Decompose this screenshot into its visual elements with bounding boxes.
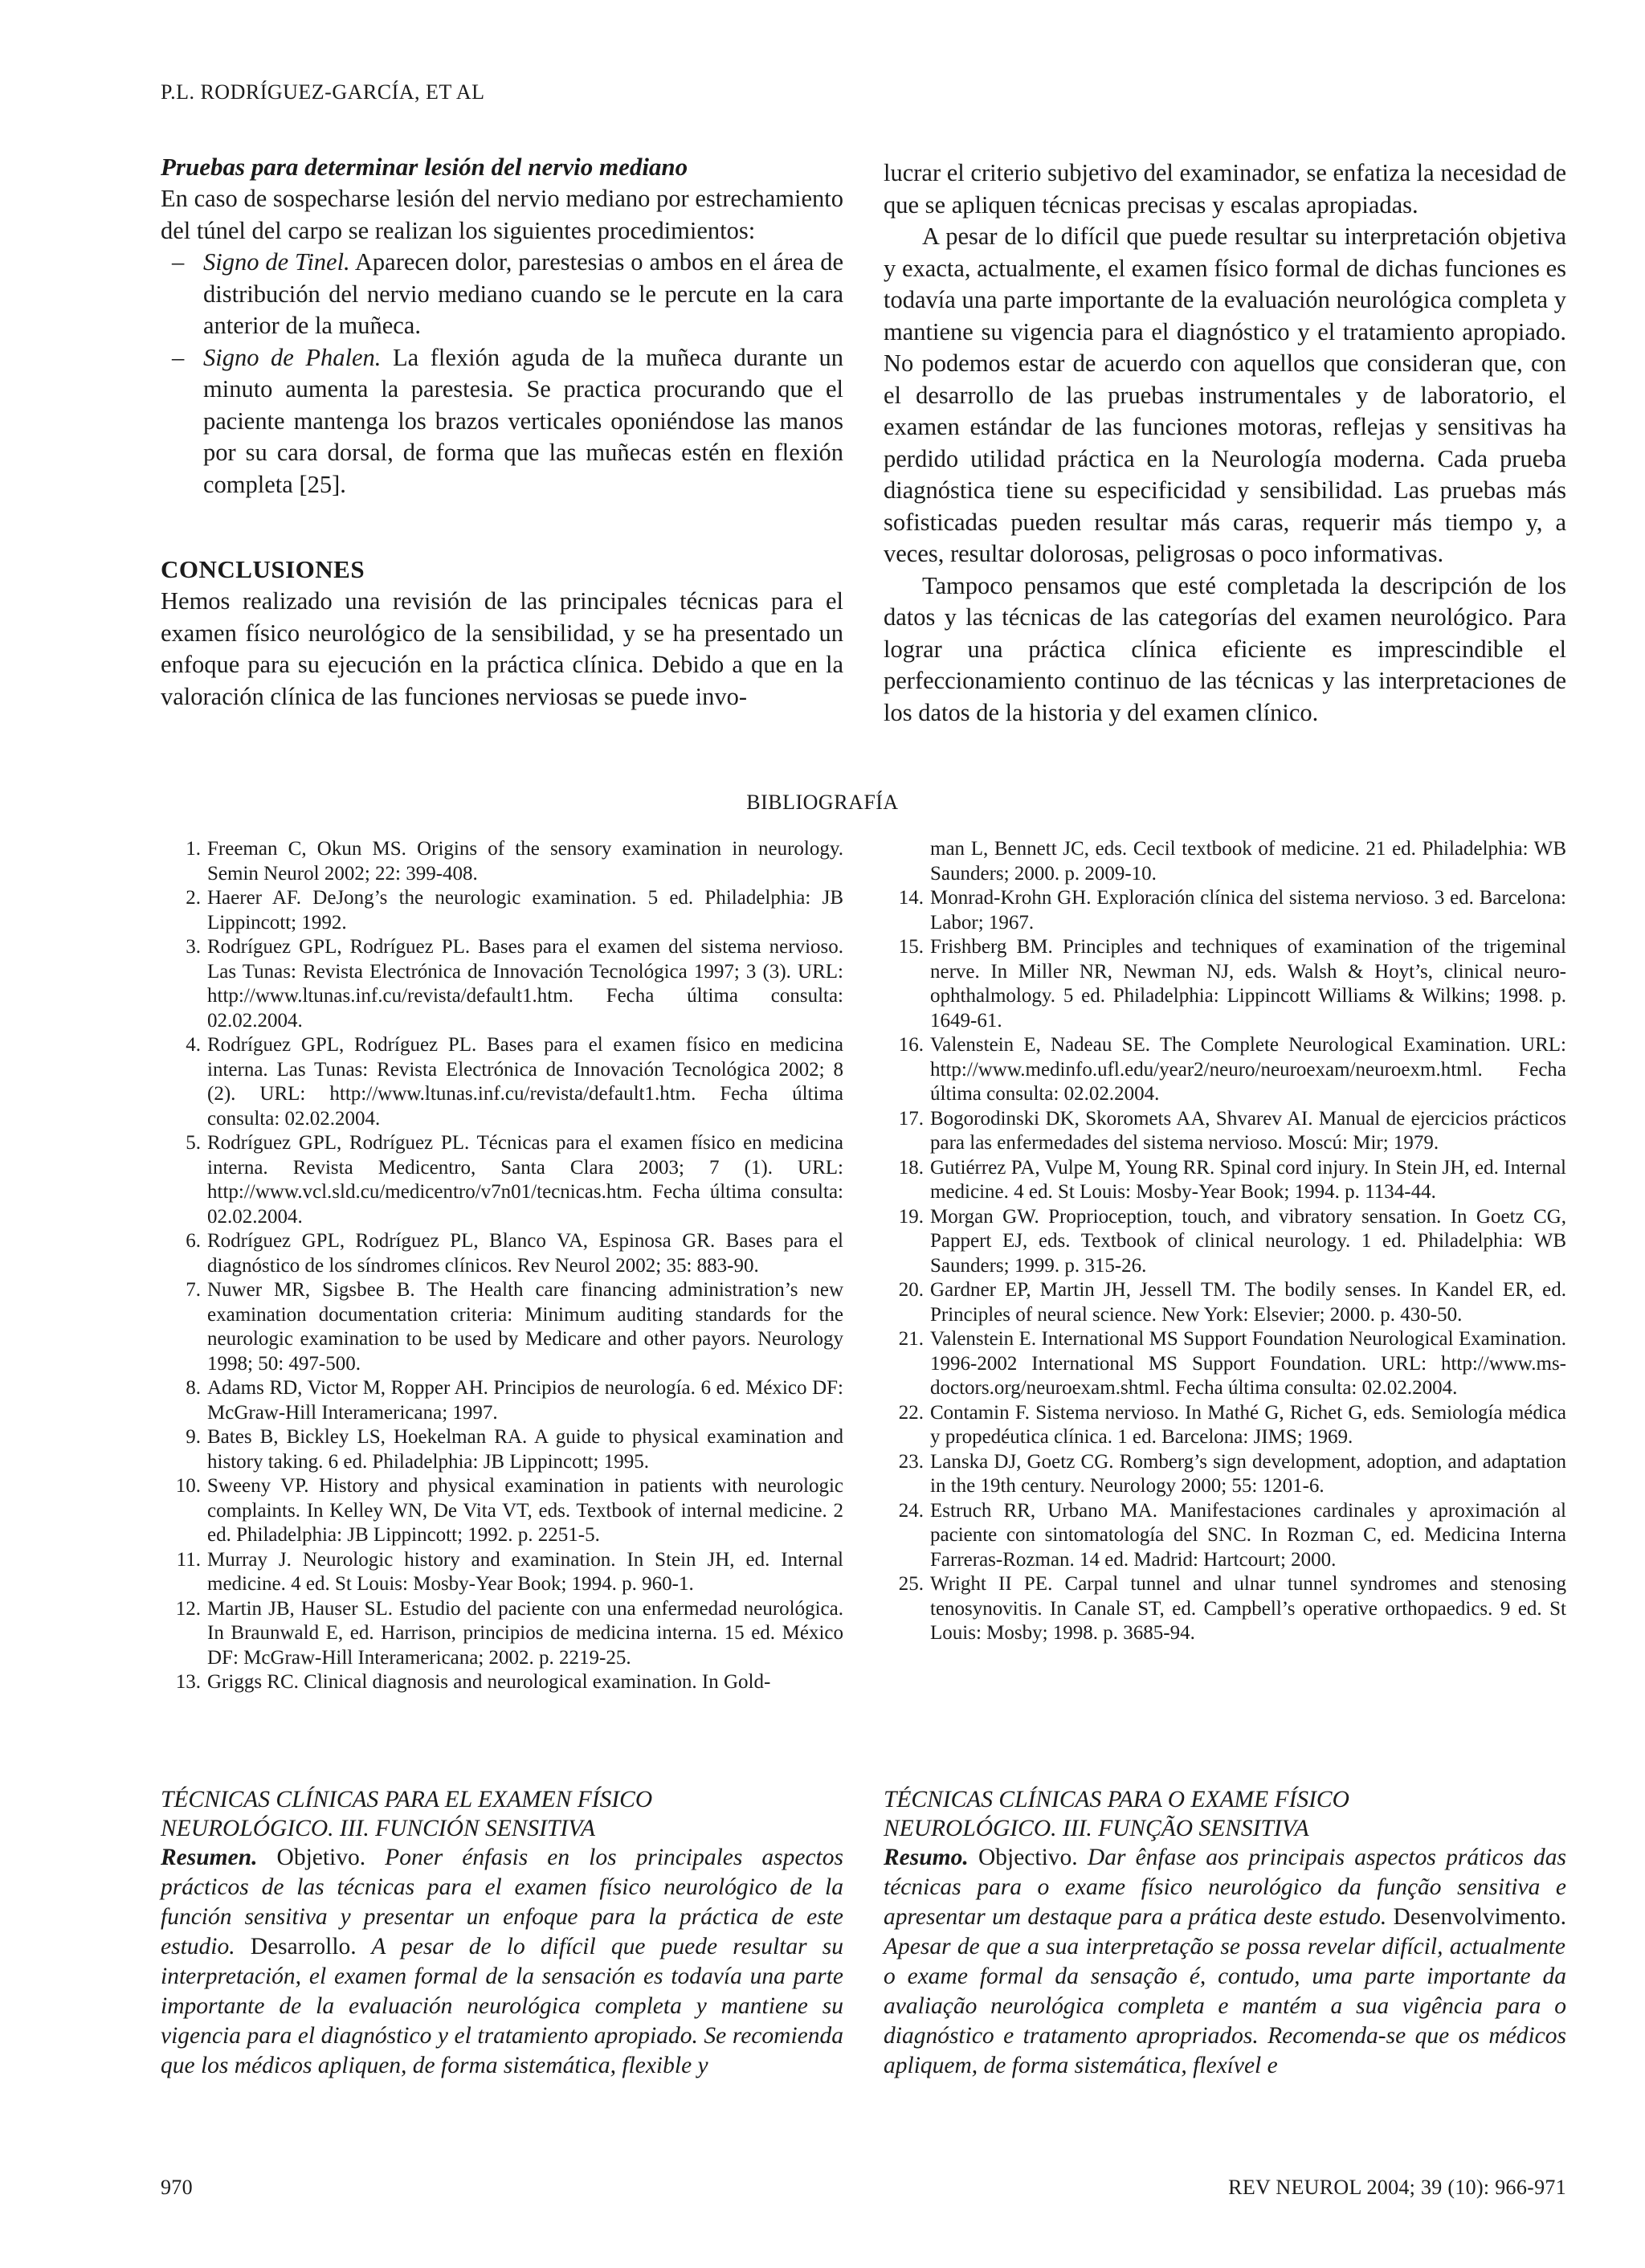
reference-number: 24. xyxy=(898,1499,924,1522)
abstract-title-line: NEUROLÓGICO. III. FUNCIÓN SENSITIVA xyxy=(161,1816,596,1841)
reference-list-left xyxy=(161,837,843,1695)
left-column xyxy=(161,151,843,713)
dash-marker: – xyxy=(172,343,185,371)
reference-item xyxy=(161,1131,843,1229)
reference-item xyxy=(161,1597,843,1671)
reference-item xyxy=(884,886,1566,935)
reference-item xyxy=(884,935,1566,1033)
bibliography-title: BIBLIOGRAFÍA xyxy=(746,791,899,814)
reference-number: 9. xyxy=(186,1426,201,1448)
reference-number: 13. xyxy=(175,1671,201,1693)
abstract-objective-text: Poner énfasis en los principales aspectos prácticos de las técnicas para el examen físico neurológico de la función sensitiva y presentar un enfoque para la práctica de este estudio. xyxy=(161,1845,843,1959)
reference-number: 12. xyxy=(175,1597,201,1620)
abstract-lead: Resumen. xyxy=(161,1845,258,1870)
right-column xyxy=(884,157,1566,729)
reference-number: 5. xyxy=(186,1132,201,1154)
reference-text: Monrad-Krohn GH. Exploración clínica del sistema nervioso. 3 ed. Barcelona: Labor; 1967. xyxy=(930,887,1566,934)
reference-item xyxy=(884,1450,1566,1499)
list-item-tinel xyxy=(161,247,843,342)
reference-text: Murray J. Neurologic history and examination. In Stein JH, ed. Internal medicine. 4 ed. St Louis: Mosby-Year Book; 1994. p. 960-1. xyxy=(207,1548,843,1595)
reference-item xyxy=(161,1425,843,1474)
reference-number: 8. xyxy=(186,1377,201,1399)
reference-item xyxy=(161,1670,843,1695)
body-paragraph: A pesar de lo difícil que puede resultar su interpretación objetiva y exacta, actualmente, el examen físico formal de dichas funciones es todavía una parte importante de la evaluación neurológica completa y mantiene su vigencia para el diagnóstico y el tratamiento apropiado. No podemos estar de acuerdo con aquellos que consideran que, con el desarrollo de las pruebas instrumentales y de laboratorio, el examen estándar de las funciones motoras, reflejas y sensitivas ha perdido utilidad práctica en la Neurología moderna. Cada prueba diagnóstica tiene su especificidad y sensibilidad. Las pruebas más sofisticadas pueden resultar más caras, requerir más tiempo y, a veces, resultar dolorosas, peligrosas o poco informativas. xyxy=(884,223,1566,567)
continuation-paragraph: lucrar el criterio subjetivo del examinador, se enfatiza la necesidad de que se apliquen técnicas precisas y escalas apropiadas. xyxy=(884,159,1566,219)
reference-item xyxy=(884,1107,1566,1156)
reference-text: Rodríguez GPL, Rodríguez PL. Bases para el examen físico en medicina interna. Las Tunas: Revista Electrónica de Innovación Tecnológica 2002; 8 (2). URL: http://www.ltunas.inf.cu/revista/default1.htm. Fecha última consulta: 02.02.2004. xyxy=(207,1034,843,1130)
reference-item xyxy=(884,1278,1566,1327)
reference-number: 10. xyxy=(175,1475,201,1497)
reference-item xyxy=(884,1572,1566,1646)
reference-item xyxy=(161,1548,843,1597)
running-head: P.L. RODRÍGUEZ-GARCÍA, ET AL xyxy=(161,80,485,104)
reference-number: 23. xyxy=(898,1450,924,1473)
page-number: 970 xyxy=(161,2176,193,2199)
abstract-objective-text: Dar ênfase aos principais aspectos práticos das técnicas para o exame físico neurológico da função sensitiva e apresentar um destaque para a prática deste estudo. xyxy=(884,1845,1566,1930)
reference-text: man L, Bennett JC, eds. Cecil textbook of medicine. 21 ed. Philadelphia: WB Saunders; 2000. p. 2009-10. xyxy=(930,838,1566,885)
abstract-body xyxy=(161,1843,843,2081)
abstract-lead: Resumo. xyxy=(884,1845,969,1870)
reference-number: 14. xyxy=(898,887,924,909)
reference-number: 20. xyxy=(898,1279,924,1301)
reference-number: 1. xyxy=(186,838,201,860)
journal-citation: REV NEUROL 2004; 39 (10): 966-971 xyxy=(1228,2176,1566,2199)
section-label-development: Desarrollo. xyxy=(235,1934,357,1959)
reference-text: Wright II PE. Carpal tunnel and ulnar tunnel syndromes and stenosing tenosynovitis. In Canale ST, ed. Campbell’s operative orthopaedics. 9 ed. St Louis: Mosby; 1998. p. 3685-94. xyxy=(930,1573,1566,1644)
reference-text: Valenstein E. International MS Support Foundation Neurological Examination. 1996-2002 International MS Support Foundation. URL: http://www.ms-doctors.org/neuroexam.shtml. Fecha última consulta: 02.02.2004. xyxy=(930,1328,1566,1399)
reference-text: Bates B, Bickley LS, Hoekelman RA. A guide to physical examination and history taking. 6 ed. Philadelphia: JB Lippincott; 1995. xyxy=(207,1426,843,1473)
conclusions-heading: CONCLUSIONES xyxy=(161,555,365,583)
reference-number: 15. xyxy=(898,936,924,958)
reference-number: 25. xyxy=(898,1573,924,1595)
reference-number: 11. xyxy=(176,1548,201,1571)
conclusions-paragraph: Hemos realizado una revisión de las principales técnicas para el examen físico neurológico de la sensibilidad, y se ha presentado un enfoque para su ejecución en la práctica clínica. Debido a que en la valoración clínica de las funciones nerviosas se puede invo- xyxy=(161,587,843,710)
reference-item xyxy=(884,1401,1566,1450)
section-label-objective: Objectivo. xyxy=(968,1845,1078,1870)
subheading-nervio-mediano: Pruebas para determinar lesión del nervio mediano xyxy=(161,153,688,181)
reference-item xyxy=(884,1156,1566,1205)
reference-item xyxy=(884,1033,1566,1107)
reference-number: 22. xyxy=(898,1401,924,1424)
reference-text: Gutiérrez PA, Vulpe M, Young RR. Spinal cord injury. In Stein JH, ed. Internal medicine. 4 ed. St Louis: Mosby-Year Book; 1994. p. 1134-44. xyxy=(930,1156,1566,1203)
list-item-phalen xyxy=(161,342,843,501)
abstract-portuguese xyxy=(884,1785,1566,2081)
reference-text: Contamin F. Sistema nervioso. In Mathé G, Richet G, eds. Semiología médica y propedéutica clínica. 1 ed. Barcelona: JIMS; 1969. xyxy=(930,1401,1566,1448)
tests-list xyxy=(161,247,843,501)
reference-item xyxy=(161,1376,843,1425)
reference-text: Freeman C, Okun MS. Origins of the sensory examination in neurology. Semin Neurol 2002; 22: 399-408. xyxy=(207,838,843,885)
reference-item xyxy=(884,1327,1566,1401)
intro-paragraph: En caso de sospecharse lesión del nervio mediano por estrechamiento del túnel del carpo se realizan los siguientes procedimientos: xyxy=(161,185,843,244)
reference-text: Adams RD, Victor M, Ropper AH. Principios de neurología. 6 ed. México DF: McGraw-Hill Interamericana; 1997. xyxy=(207,1377,843,1424)
reference-text: Rodríguez GPL, Rodríguez PL. Técnicas para el examen físico en medicina interna. Revista Medicentro, Santa Clara 2003; 7 (1). URL: http://www.vcl.sld.cu/medicentro/v7n01/tecnicas.htm. Fecha última consulta: 02.02.2004. xyxy=(207,1132,843,1228)
reference-item xyxy=(884,1205,1566,1279)
reference-item xyxy=(161,1474,843,1548)
bibliography-left-column xyxy=(161,837,843,1695)
test-name: Signo de Phalen. xyxy=(203,343,382,371)
reference-text: Bogorodinski DK, Skoromets AA, Shvarev AI. Manual de ejercicios prácticos para las enfermedades del sistema nervioso. Moscú: Mir; 1979. xyxy=(930,1107,1566,1154)
reference-item xyxy=(884,837,1566,886)
reference-text: Lanska DJ, Goetz CG. Romberg’s sign development, adoption, and adaptation in the 19th century. Neurology 2000; 55: 1201-6. xyxy=(930,1450,1566,1497)
reference-text: Martin JB, Hauser SL. Estudio del paciente con una enfermedad neurológica. In Braunwald E, ed. Harrison, principios de medicina interna. 15 ed. México DF: McGraw-Hill Interamericana; 2002. p. 2219-25. xyxy=(207,1597,843,1669)
abstract-title-line: TÉCNICAS CLÍNICAS PARA EL EXAMEN FÍSICO xyxy=(161,1787,653,1812)
reference-number: 16. xyxy=(898,1034,924,1056)
reference-item xyxy=(884,1499,1566,1573)
bibliography-right-column xyxy=(884,837,1566,1646)
reference-number: 6. xyxy=(186,1230,201,1252)
reference-text: Gardner EP, Martin JH, Jessell TM. The bodily senses. In Kandel ER, ed. Principles of neural science. New York: Elsevier; 2000. p. 430-50. xyxy=(930,1279,1566,1326)
reference-item xyxy=(161,935,843,1033)
reference-text: Rodríguez GPL, Rodríguez PL. Bases para el examen del sistema nervioso. Las Tunas: Revista Electrónica de Innovación Tecnológica 1997; 3 (3). URL: http://www.ltunas.inf.cu/revista/default1.htm. Fecha última consulta: 02.02.2004. xyxy=(207,936,843,1032)
body-paragraph: Tampoco pensamos que esté completada la descripción de los datos y las técnicas de las categorías del examen neurológico. Para lograr una práctica clínica eficiente es imprescindible el perfeccionamiento continuo de las técnicas y las interpretaciones de los datos de la historia y del examen clínico. xyxy=(884,571,1566,726)
reference-item xyxy=(161,837,843,886)
reference-number: 2. xyxy=(186,887,201,909)
reference-number: 4. xyxy=(186,1034,201,1056)
abstract-body xyxy=(884,1843,1566,2081)
reference-number: 3. xyxy=(186,936,201,958)
section-label-development: Desenvolvimento. xyxy=(1386,1904,1566,1930)
reference-number: 17. xyxy=(898,1107,924,1130)
reference-number: 18. xyxy=(898,1156,924,1179)
reference-text: Griggs RC. Clinical diagnosis and neurological examination. In Gold- xyxy=(207,1671,771,1693)
reference-text: Haerer AF. DeJong’s the neurologic examination. 5 ed. Philadelphia: JB Lippincott; 1992. xyxy=(207,887,843,934)
section-label-objective: Objetivo. xyxy=(257,1845,366,1870)
reference-number: 7. xyxy=(186,1279,201,1301)
reference-text: Morgan GW. Proprioception, touch, and vibratory sensation. In Goetz CG, Pappert EJ, eds. Textbook of clinical neurology. 1 ed. Philadelphia: WB Saunders; 1999. p. 315-26. xyxy=(930,1205,1566,1277)
test-name: Signo de Tinel. xyxy=(203,248,350,276)
reference-item xyxy=(161,1229,843,1278)
reference-list-right xyxy=(884,837,1566,1646)
test-description: La flexión aguda de la muñeca durante un minuto aumenta la parestesia. Se practica procurando que el paciente mantenga los brazos verticales oponiéndose las manos por su cara dorsal, de forma que las muñecas estén en flexión completa [25]. xyxy=(203,343,843,498)
reference-text: Nuwer MR, Sigsbee B. The Health care financing administration’s new examination documentation criteria: Minimum auditing standards for the neurologic examination to be used by Medicare and other payors. Neurology 1998; 50: 497-500. xyxy=(207,1279,843,1375)
reference-text: Rodríguez GPL, Rodríguez PL, Blanco VA, Espinosa GR. Bases para el diagnóstico de los síndromes clínicos. Rev Neurol 2002; 35: 883-90. xyxy=(207,1230,843,1277)
abstract-title-line: NEUROLÓGICO. III. FUNÇÃO SENSITIVA xyxy=(884,1816,1309,1841)
test-description: Aparecen dolor, parestesias o ambos en el área de distribución del nervio mediano cuando se le percute en la cara anterior de la muñeca. xyxy=(203,248,843,339)
abstract-development-text: Apesar de que a sua interpretação se possa revelar difícil, actualmente o exame formal da sensação é, contudo, uma parte importante da avaliação neurológica completa e mantém a sua vigência para o diagnóstico e tratamento apropriados. Recomenda-se que os médicos apliquem, de forma sistemática, flexível e xyxy=(884,1934,1566,2078)
abstract-title-line: TÉCNICAS CLÍNICAS PARA O EXAME FÍSICO xyxy=(884,1787,1349,1812)
abstract-development-text: A pesar de lo difícil que puede resultar su interpretación, el examen formal de la sensación es todavía una parte importante de la evaluación neurológica completa y mantiene su vigencia para el diagnóstico y el tratamiento apropiado. Se recomienda que los médicos apliquen, de forma sistemática, flexible y xyxy=(161,1934,844,2078)
reference-text: Frishberg BM. Principles and techniques of examination of the trigeminal nerve. In Miller NR, Newman NJ, eds. Walsh & Hoyt’s, clinical neuro-ophthalmology. 5 ed. Philadelphia: Lippincott Williams & Wilkins; 1998. p. 1649-61. xyxy=(930,936,1566,1032)
abstract-spanish xyxy=(161,1785,843,2081)
dash-marker: – xyxy=(172,248,185,276)
reference-text: Estruch RR, Urbano MA. Manifestaciones cardinales y aproximación al paciente con sintomatología del SNC. In Rozman C, ed. Medicina Interna Farreras-Rozman. 14 ed. Madrid: Hartcourt; 2000. xyxy=(930,1499,1566,1571)
reference-text: Valenstein E, Nadeau SE. The Complete Neurological Examination. URL: http://www.medinfo.ufl.edu/year2/neuro/neuroexam/neuroexm.html. Fecha última consulta: 02.02.2004. xyxy=(930,1034,1566,1105)
reference-number: 19. xyxy=(898,1205,924,1228)
reference-text: Sweeny VP. History and physical examination in patients with neurologic complaints. In Kelley WN, De Vita VT, eds. Textbook of internal medicine. 2 ed. Philadelphia: JB Lippincott; 1992. p. 2251-5. xyxy=(207,1475,843,1546)
reference-number: 21. xyxy=(898,1328,924,1350)
reference-item xyxy=(161,1278,843,1376)
reference-item xyxy=(161,886,843,935)
reference-item xyxy=(161,1033,843,1131)
